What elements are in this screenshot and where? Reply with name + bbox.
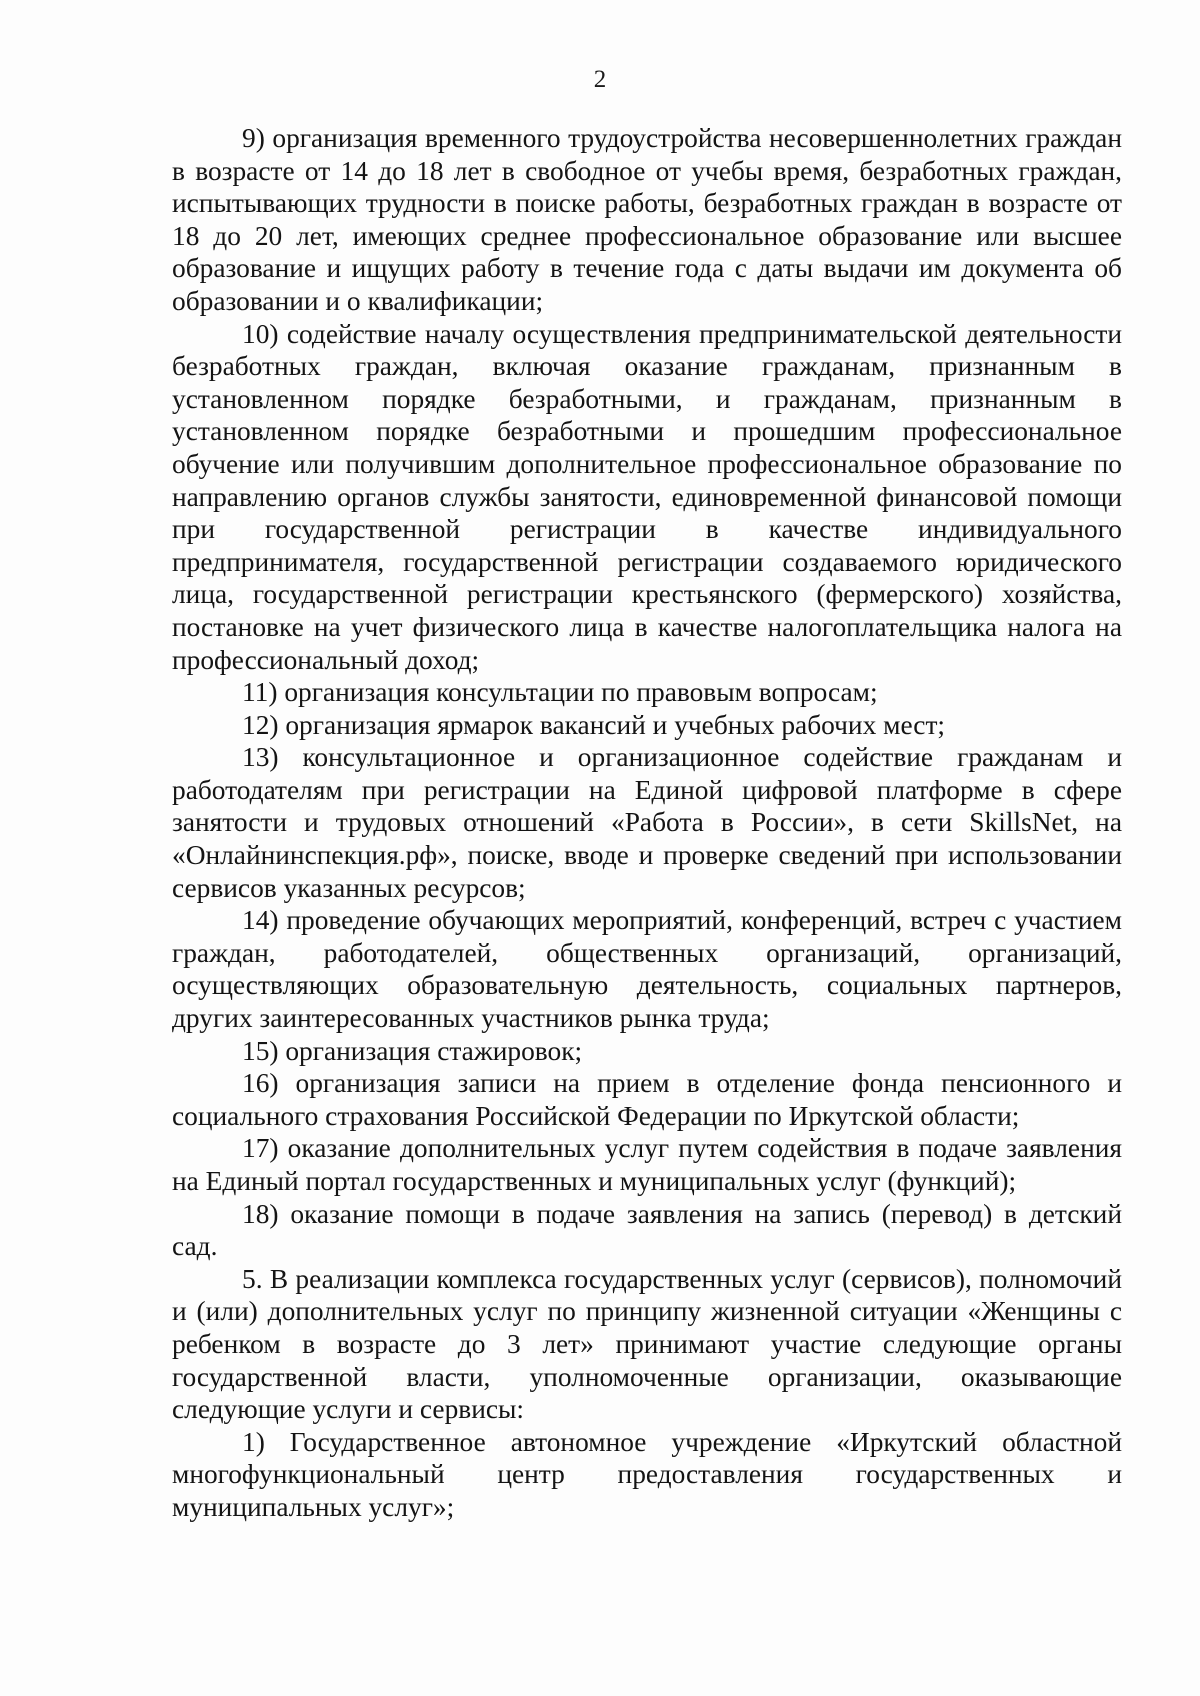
list-item-12: 12) организация ярмарок вакансий и учебных рабочих мест; — [242, 709, 946, 740]
document-body — [172, 122, 1122, 1524]
list-item-11: 11) организация консультации по правовым вопросам; — [242, 677, 878, 708]
list-item-17: 17) оказание дополнительных услуг путем содействия в подаче заявления на Единый портал государственных и муниципальных услуг (функций); — [172, 1133, 1122, 1196]
list-item-16: 16) организация записи на прием в отделение фонда пенсионного и социального страхования Российской Федерации по Иркутской области; — [172, 1068, 1122, 1131]
list-item-14: 14) проведение обучающих мероприятий, конференций, встреч с участием граждан, работодателей, общественных организаций, организаций, осуществляющих образовательную деятельность, социальных партнеров, других заинтересованных участников рынка труда; — [172, 905, 1122, 1034]
list-item-15: 15) организация стажировок; — [242, 1035, 583, 1066]
section-5-list-item-1: 1) Государственное автономное учреждение «Иркутский областной многофункциональный центр предоставления государственных и муниципальных услуг»; — [172, 1426, 1122, 1522]
list-item-9: 9) организация временного трудоустройства несовершеннолетних граждан в возрасте от 14 до 18 лет в свободное от учебы время, безработных граждан, испытывающих трудности в поиске работы, безработных граждан в возрасте от 18 до 20 лет, имеющих среднее профессиональное образование или высшее образование и ищущих работу в течение года с даты выдачи им документа об образовании и о квалификации; — [172, 123, 1122, 316]
page-number: 2 — [593, 66, 607, 93]
section-5-paragraph: 5. В реализации комплекса государственных услуг (сервисов), полномочий и (или) дополнительных услуг по принципу жизненной ситуации «Женщины с ребенком в возрасте до 3 лет» принимают участие следующие органы государственной власти, уполномоченные организации, оказывающие следующие услуги и сервисы: — [172, 1263, 1122, 1425]
list-item-10: 10) содействие началу осуществления предпринимательской деятельности безработных граждан, включая оказание гражданам, признанным в установленном порядке безработными, и гражданам, признанным в установленном порядке безработными и прошедшим профессиональное обучение или получившим дополнительное профессиональное образование по направлению органов службы занятости, единовременной финансовой помощи при государственной регистрации в качестве индивидуального предпринимателя, государственной регистрации создаваемого юридического лица, государственной регистрации крестьянского (фермерского) хозяйства, постановке на учет физического лица в качестве налогоплательщика налога на профессиональный доход; — [172, 318, 1122, 675]
list-item-18: 18) оказание помощи в подаче заявления на запись (перевод) в детский сад. — [172, 1198, 1122, 1262]
list-item-13: 13) консультационное и организационное содействие гражданам и работодателям при регистрации на Единой цифровой платформе в сфере занятости и трудовых отношений «Работа в России», в сети SkillsNet, на «Онлайнинспекция.рф», поиске, вводе и проверке сведений при использовании сервисов указанных ресурсов; — [172, 742, 1122, 903]
